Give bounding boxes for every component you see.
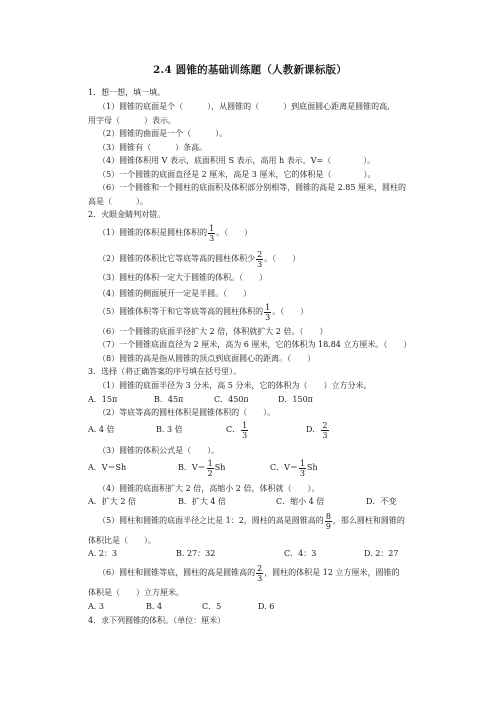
- fraction: [264, 303, 271, 322]
- option-b-tail: Sh: [214, 463, 226, 472]
- s2-q2-text: （2）圆锥的体积比它等底等高的圆柱体积少: [98, 254, 256, 263]
- fraction-denominator: 2: [207, 468, 213, 478]
- s2-q5-tail: 。（ ）: [272, 307, 309, 316]
- fraction: [256, 564, 263, 583]
- fraction-numerator: 8: [325, 511, 331, 521]
- s2-q1: [98, 223, 252, 243]
- option-d: D．不变: [366, 497, 397, 506]
- s2-q4: （4）圆锥的侧面展开一定是半圆。（ ）: [98, 289, 252, 298]
- page-title: 2.4 圆锥的基础训练题（人教新课标版）: [153, 64, 347, 76]
- option-d: D. 6: [258, 602, 275, 611]
- fraction-denominator: 3: [257, 259, 263, 269]
- s2-q7: （7）一个圆锥底面直径为 2 厘米，高为 6 厘米，它的体积为 18.84 立方厘米。（ ）: [98, 340, 412, 349]
- s3-q6-continued: 体积是（ ）立方厘米。: [88, 588, 184, 597]
- fraction-denominator: 3: [209, 233, 215, 243]
- s1-q5: （5）一个圆锥的底面直径是 2 厘米，高是 3 厘米，它的体积是（ ）。: [98, 170, 376, 179]
- fraction-numerator: 2: [257, 563, 263, 573]
- option-d: D．150π: [278, 395, 313, 404]
- s3-q4-options: [88, 497, 396, 507]
- s1-q4: （4）圆锥体积用 V 表示，底面积用 S 表示，高用 h 表示，V=（ ）。: [98, 156, 376, 165]
- fraction-denominator: 3: [322, 430, 328, 440]
- option-c: C．4：3: [284, 549, 317, 558]
- s2-q6: （6）一个圆锥的底面半径扩大 2 倍，体积就扩大 2 倍。（ ）: [98, 327, 328, 336]
- option-d-label: D．: [306, 425, 321, 434]
- fraction-numerator: 2: [257, 249, 263, 259]
- s3-q3-options: [88, 458, 318, 478]
- fraction-denominator: 3: [257, 573, 263, 583]
- s1-q1: （1）圆锥的底面是个（ ），从圆锥的（ ）到底面圆心距离是圆锥的高,: [98, 102, 390, 111]
- option-b: [178, 458, 270, 478]
- option-c-label: C．V＝: [270, 463, 298, 472]
- fraction-denominator: 3: [265, 312, 271, 322]
- fraction: [321, 421, 328, 440]
- option-b: B. 4: [146, 602, 163, 611]
- option-b: B．45π: [154, 395, 184, 404]
- option-d: D. 2：27: [364, 549, 399, 558]
- s1-q6: （6）一个圆锥和一个圆柱的底面积及体积部分别相等，圆锥的高是 2.85 厘米，圆柱的: [98, 183, 406, 192]
- option-a: A．V＝Sh: [88, 463, 127, 472]
- fraction: [207, 459, 214, 478]
- option-c: C．5: [202, 602, 222, 611]
- s2-q1-tail: 。（ ）: [216, 228, 253, 237]
- fraction: [325, 512, 332, 531]
- option-b: B. 3 倍: [156, 425, 183, 434]
- fraction: [299, 459, 306, 478]
- s3-q2-options: [88, 420, 330, 440]
- fraction-numerator: 1: [299, 458, 305, 468]
- option-c: C．450π: [214, 395, 249, 404]
- option-b: B. 27：32: [176, 549, 216, 558]
- option-a: A．扩大 2 倍: [88, 497, 136, 506]
- fraction: [256, 250, 263, 269]
- section-2-header: 2．火眼金睛判对错。: [88, 210, 166, 219]
- fraction: [208, 224, 215, 243]
- option-a: A. 4 倍: [88, 425, 115, 434]
- fraction-numerator: 1: [207, 458, 213, 468]
- s3-q6: [98, 563, 399, 583]
- s2-q8: （8）圆锥的高是指从圆锥的顶点到底面圆心的距离。（ ）: [98, 354, 316, 363]
- section-1-header: 1．想一想，填一填。: [88, 88, 166, 97]
- s3-q5: [98, 511, 405, 531]
- fraction: [241, 421, 248, 440]
- s2-q5: [98, 302, 308, 322]
- option-a: A. 3: [88, 602, 104, 611]
- fraction-numerator: 1: [242, 420, 248, 430]
- s2-q3: （3）圆柱的体积一定大于圆锥的体积。（ ）: [98, 273, 268, 282]
- s3-q5-continued: 体积比是（ ）。: [88, 536, 156, 545]
- s2-q5-text: （5）圆锥体积等于和它等底等高的圆柱体积的: [98, 307, 264, 316]
- s1-q6-continued: 高是（ ）。: [88, 197, 148, 206]
- fraction-numerator: 1: [265, 302, 271, 312]
- s3-q6-tail: ，圆柱的体积是 12 立方厘米，圆锥的: [264, 568, 400, 577]
- s3-q4: （4）圆锥的底面积扩大 2 倍，高缩小 2 倍，体积就（ ）。: [98, 484, 320, 493]
- s1-q1-continued: 用字母（ ）表示。: [88, 116, 176, 125]
- s3-q3: （3）圆锥的体积公式是（ ）。: [98, 446, 220, 455]
- option-b-label: B．V＝: [178, 463, 206, 472]
- fraction-denominator: 3: [299, 468, 305, 478]
- s2-q1-text: （1）圆锥的体积是圆柱体积的: [98, 228, 208, 237]
- fraction-numerator: 1: [209, 223, 215, 233]
- option-c: [270, 458, 318, 478]
- s2-q2-tail: 。（ ）: [264, 254, 301, 263]
- s3-q5-tail: ，那么圆柱和圆锥的: [332, 516, 405, 525]
- option-a: A．15π: [88, 395, 118, 404]
- section-4-header: 4．求下列圆锥的体积。（单位：厘米）: [88, 616, 226, 625]
- option-a: A. 2：3: [88, 549, 118, 558]
- s3-q2: （2）等底等高的圆柱体积是圆锥体积的（ ）。: [98, 408, 276, 417]
- s3-q6-text: （6）圆柱和圆锥等底，圆柱的高是圆锥高的: [98, 568, 256, 577]
- option-d: [306, 420, 330, 440]
- s2-q2: [98, 249, 300, 269]
- s1-q3: （3）圆锥有（ ）条高。: [98, 143, 208, 152]
- s3-q5-text: （5）圆柱和圆锥的底面半径之比是 1：2，圆柱的高是圆锥高的: [98, 516, 324, 525]
- s1-q2: （2）圆锥的曲面是一个（ ）。: [98, 129, 228, 138]
- option-c-tail: Sh: [307, 463, 318, 472]
- fraction-numerator: 2: [322, 420, 328, 430]
- fraction-denominator: 9: [325, 521, 331, 531]
- option-c: [226, 420, 306, 440]
- s3-q6-options: [88, 602, 274, 612]
- s3-q1-options: [88, 395, 313, 405]
- option-c-label: C．: [226, 425, 241, 434]
- section-3-header: 3．选择（将正确答案的序号填在括号里）。: [88, 367, 242, 376]
- option-c: C．缩小 4 倍: [276, 497, 325, 506]
- fraction-denominator: 3: [242, 430, 248, 440]
- s3-q5-options: [88, 549, 398, 559]
- option-b: B．扩大 4 倍: [178, 497, 227, 506]
- s3-q1: （1）圆锥的底面半径为 3 分米，高 5 分米，它的体积为（ ）立方分米。: [98, 381, 372, 390]
